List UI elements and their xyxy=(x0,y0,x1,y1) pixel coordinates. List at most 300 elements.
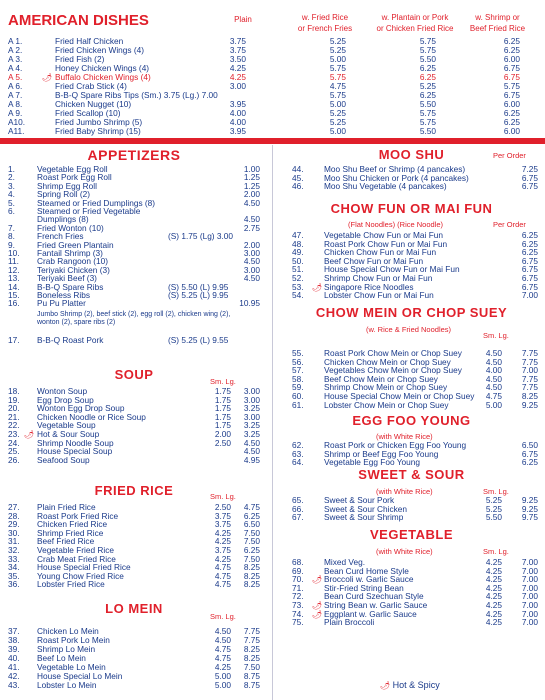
price-large: 2.00 xyxy=(243,239,260,250)
item-price: 3.00 xyxy=(229,81,246,91)
item-price: 6.25 xyxy=(419,63,436,73)
item-number: 42. xyxy=(8,671,20,681)
item-number: 50. xyxy=(292,255,304,266)
price-large: 6.50 xyxy=(521,440,538,450)
item-name: Stir-Fried String Bean xyxy=(324,582,404,593)
item-number: 54. xyxy=(292,290,304,301)
american-dishes-section xyxy=(0,0,545,138)
column-divider xyxy=(272,145,273,700)
item-name: Roast Pork Egg Roll xyxy=(37,172,112,183)
section-subtitle: (w. Rice & Fried Noodles) xyxy=(366,325,452,334)
item-note: (S) 5.50 (L) 9.95 xyxy=(168,281,229,292)
price-large: 7.75 xyxy=(243,635,260,645)
item-code: A 5. xyxy=(8,72,23,82)
item-price: 5.25 xyxy=(419,81,436,91)
price-large: 6.75 xyxy=(521,172,538,183)
price-large: 6.25 xyxy=(521,247,538,258)
item-number: 53. xyxy=(292,281,304,292)
item-number: 69. xyxy=(292,565,304,576)
item-number: 71. xyxy=(292,582,304,593)
item-name: House Special Lo Mein xyxy=(37,671,123,681)
price-small: 5.00 xyxy=(485,399,502,410)
size-header: Sm. Lg. xyxy=(483,487,509,496)
item-number: 10. xyxy=(8,248,20,258)
price-large: 7.00 xyxy=(521,582,538,593)
price-large: 9.25 xyxy=(521,503,538,514)
section-title: FRIED RICE xyxy=(94,483,174,498)
section-title: APPETIZERS xyxy=(87,147,181,163)
item-number: 8. xyxy=(8,231,15,242)
item-name: Lobster Chow Fun or Mai Fun xyxy=(324,290,434,301)
item-price: 5.50 xyxy=(419,54,436,64)
price-large: 6.75 xyxy=(521,181,538,192)
item-name: Broccoli w. Garlic Sauce xyxy=(324,574,414,585)
item-number: 75. xyxy=(292,617,304,628)
item-price: 6.25 xyxy=(503,36,520,46)
item-code: A 8. xyxy=(8,99,23,109)
section-subtitle: (with White Rice) xyxy=(376,547,433,556)
section-title: SWEET & SOUR xyxy=(358,467,465,482)
item-name: Beef Chow Mein or Chop Suey xyxy=(324,373,438,384)
item-number: 20. xyxy=(8,403,20,414)
price-large: 3.25 xyxy=(243,429,260,439)
item-name: Fried Baby Shrimp (15) xyxy=(55,126,141,136)
item-number: 45. xyxy=(292,172,304,183)
price-large: 4.50 xyxy=(243,197,260,208)
pepper-icon: 🌶 xyxy=(42,73,53,82)
price-large: 3.00 xyxy=(243,264,260,275)
item-price: 5.00 xyxy=(329,54,346,64)
pepper-icon: 🌶 xyxy=(24,430,35,439)
price-large: 8.25 xyxy=(243,579,260,590)
price-large: 7.00 xyxy=(521,565,538,576)
item-name: House Special Chow Fun or Mai Fun xyxy=(324,264,460,275)
price-large: 1.25 xyxy=(243,172,260,183)
item-code: A 9. xyxy=(8,108,23,118)
column-header-line: or French Fries xyxy=(297,24,353,33)
price-large: 6.25 xyxy=(243,510,260,521)
item-number: 28. xyxy=(8,510,20,521)
item-price: 3.75 xyxy=(229,36,246,46)
menu-row xyxy=(278,182,545,191)
item-name: Shrimp or Beef Egg Foo Young xyxy=(324,448,439,459)
item-number: 26. xyxy=(8,454,20,465)
item-price: 3.95 xyxy=(229,99,246,109)
item-price: 6.25 xyxy=(503,117,520,127)
column-header-line: Plain xyxy=(234,15,252,24)
item-name: Vegetable Chow Fun or Mai Fun xyxy=(324,230,443,240)
item-price: 6.25 xyxy=(419,90,436,100)
price-large: 2.75 xyxy=(243,222,260,233)
item-name: B-B-Q Spare Ribs xyxy=(37,281,104,292)
price-small: 5.25 xyxy=(485,503,502,514)
item-price: 6.00 xyxy=(503,54,520,64)
item-name: Shrimp Egg Roll xyxy=(37,180,97,191)
item-name: Roast Pork or Chicken Egg Foo Young xyxy=(324,440,467,450)
price-large: 7.00 xyxy=(521,574,538,585)
menu-row xyxy=(0,580,268,589)
section-title: SOUP xyxy=(114,367,154,382)
item-name: Buffalo Chicken Wings (4) xyxy=(55,72,151,82)
price-large: 7.00 xyxy=(521,617,538,628)
price-large: 6.75 xyxy=(521,281,538,292)
price-large: 3.00 xyxy=(243,411,260,422)
item-price: 6.75 xyxy=(503,90,520,100)
item-number: 9. xyxy=(8,239,15,250)
item-price: 5.75 xyxy=(329,72,346,82)
price-large: 4.50 xyxy=(243,446,260,457)
item-number: 43. xyxy=(8,680,20,690)
item-number: 51. xyxy=(292,264,304,275)
price-small: 4.25 xyxy=(485,574,502,585)
column-header-line: or Chicken Fried Rice xyxy=(376,24,454,33)
price-small: 4.00 xyxy=(485,365,502,376)
column-header-line: w. Fried Rice xyxy=(301,13,349,22)
price-small: 4.50 xyxy=(485,382,502,393)
price-small: 5.00 xyxy=(214,680,231,690)
platter-note: wonton (2), spare ribs (2) xyxy=(37,319,116,326)
hot-spicy-label: Hot & Spicy xyxy=(392,680,440,690)
item-number: 60. xyxy=(292,391,304,401)
item-code: A 3. xyxy=(8,54,23,64)
item-name: Teriyaki Beef (3) xyxy=(37,273,97,284)
item-name: French Fries xyxy=(37,231,84,242)
item-number: 6. xyxy=(8,206,15,216)
item-name: Moo Shu Vegetable (4 pancakes) xyxy=(324,181,447,192)
item-price: 3.95 xyxy=(229,126,246,136)
item-name: Shrimp Chow Fun or Mai Fun xyxy=(324,273,433,283)
price-large: 8.25 xyxy=(243,644,260,654)
item-name: House Special Chow Mein or Chop Suey xyxy=(324,391,475,401)
menu-row xyxy=(0,456,268,465)
item-price: 6.25 xyxy=(503,45,520,55)
menu-row xyxy=(278,618,545,627)
item-number: 61. xyxy=(292,399,304,410)
pepper-icon: 🌶 xyxy=(312,282,323,292)
item-number: 27. xyxy=(8,502,20,512)
item-price: 5.00 xyxy=(329,99,346,109)
price-large: 7.00 xyxy=(521,290,538,301)
price-large: 7.00 xyxy=(521,557,538,567)
item-name: Fried Chicken Wings (4) xyxy=(55,45,144,55)
item-number: 24. xyxy=(8,437,20,448)
item-name: Boneless Ribs xyxy=(37,290,91,300)
price-small: 1.75 xyxy=(214,420,231,431)
per-order-header: Per Order xyxy=(493,220,526,229)
item-name: Teriyaki Chicken (3) xyxy=(37,264,110,275)
price-large: 3.25 xyxy=(243,420,260,431)
item-name: Lobster Chow Mein or Chop Suey xyxy=(324,399,449,410)
price-large: 7.50 xyxy=(243,662,260,672)
price-small: 1.75 xyxy=(214,394,231,405)
item-name: String Bean w. Garlic Sauce xyxy=(324,600,428,610)
item-number: 44. xyxy=(292,164,304,174)
item-number: 33. xyxy=(8,553,20,564)
price-large: 8.25 xyxy=(521,391,538,401)
price-large: 3.00 xyxy=(243,394,260,405)
price-large: 9.75 xyxy=(521,512,538,523)
price-small: 4.25 xyxy=(214,536,231,547)
item-name: B-B-Q Spare Ribs Tips (Sm.) 3.75 (Lg.) 7.00 xyxy=(55,90,218,100)
price-large: 7.50 xyxy=(243,536,260,547)
price-large: 7.75 xyxy=(521,348,538,358)
per-order-header: Per Order xyxy=(493,151,526,160)
item-name: Shrimp Lo Mein xyxy=(37,644,96,654)
item-price: 4.75 xyxy=(329,81,346,91)
price-large: 8.25 xyxy=(243,653,260,663)
item-price: 3.50 xyxy=(229,54,246,64)
item-number: 36. xyxy=(8,579,20,590)
item-price: 5.50 xyxy=(419,99,436,109)
menu-row xyxy=(278,458,545,467)
section-title: MOO SHU xyxy=(378,147,445,162)
price-large: 6.75 xyxy=(521,264,538,275)
item-price: 5.25 xyxy=(329,36,346,46)
item-name: Vegetables Chow Mein or Chop Suey xyxy=(324,365,462,376)
item-number: 5. xyxy=(8,197,15,208)
item-price: 6.75 xyxy=(503,72,520,82)
item-name: Wonton Soup xyxy=(37,386,88,396)
item-code: A 4. xyxy=(8,63,23,73)
item-name: Fried Half Chicken xyxy=(55,36,124,46)
price-large: 7.00 xyxy=(521,608,538,619)
price-small: 4.75 xyxy=(214,570,231,581)
item-price: 6.00 xyxy=(503,99,520,109)
item-name: Moo Shu Chicken or Pork (4 pancakes) xyxy=(324,172,469,183)
price-small: 5.25 xyxy=(485,495,502,505)
item-number: 13. xyxy=(8,273,20,284)
price-large: 7.75 xyxy=(521,356,538,367)
item-name: Vegetable Soup xyxy=(37,420,96,431)
price-large: 6.25 xyxy=(521,238,538,249)
item-price: 5.75 xyxy=(329,63,346,73)
item-name: Shrimp Chow Mein or Chop Suey xyxy=(324,382,448,393)
item-number: 35. xyxy=(8,570,20,581)
price-small: 4.75 xyxy=(485,391,502,401)
item-number: 49. xyxy=(292,247,304,258)
item-number: 66. xyxy=(292,503,304,514)
section-subtitle: (Flat Noodles) (Rice Noodle) xyxy=(348,220,444,229)
item-name: Steamed or Fried Dumplings (8) xyxy=(37,197,156,208)
section-title: VEGETABLE xyxy=(370,527,453,542)
item-name: House Special Soup xyxy=(37,446,113,457)
col-shrimp xyxy=(465,12,530,34)
price-large: 7.75 xyxy=(521,382,538,393)
item-number: 46. xyxy=(292,181,304,192)
item-name: Fried Jumbo Shrimp (5) xyxy=(55,117,143,127)
price-small: 3.75 xyxy=(214,510,231,521)
item-name: Chicken Nugget (10) xyxy=(55,99,132,109)
price-small: 4.75 xyxy=(214,644,231,654)
item-name: Beef Lo Mein xyxy=(37,653,86,663)
item-name: Dumplings (8) xyxy=(37,214,89,225)
menu-row xyxy=(0,336,268,345)
item-price: 6.00 xyxy=(503,126,520,136)
price-large: 8.75 xyxy=(243,680,260,690)
price-small: 3.75 xyxy=(214,519,231,530)
price-large: 4.50 xyxy=(243,273,260,284)
menu-row xyxy=(0,299,268,308)
item-price: 6.25 xyxy=(503,108,520,118)
size-header: Sm. Lg. xyxy=(483,547,509,556)
pepper-icon: 🌶 xyxy=(312,575,323,585)
item-number: 56. xyxy=(292,356,304,367)
item-number: 14. xyxy=(8,281,20,292)
section-title: CHOW FUN OR MAI FUN xyxy=(330,201,493,216)
price-small: 4.50 xyxy=(485,356,502,367)
item-code: A10. xyxy=(8,117,26,127)
column-header-line: w. Shrimp or xyxy=(475,13,520,22)
item-name: Young Chow Fried Rice xyxy=(37,570,124,581)
item-name: Shrimp Fried Rice xyxy=(37,527,104,538)
item-name: Vegetable Egg Roll xyxy=(37,164,108,174)
pepper-icon: 🌶 xyxy=(312,609,323,619)
column-header-line: w. Plantain or Pork xyxy=(381,13,449,22)
item-number: 70. xyxy=(292,574,304,585)
price-large: 7.25 xyxy=(521,164,538,174)
price-large: 4.50 xyxy=(243,256,260,267)
price-large: 9.25 xyxy=(521,495,538,505)
price-small: 4.25 xyxy=(214,553,231,564)
item-name: Bean Curd Szechuan Style xyxy=(324,591,424,602)
item-price: 5.75 xyxy=(419,36,436,46)
item-price: 3.75 xyxy=(229,45,246,55)
column-header-line: Beef Fried Rice xyxy=(469,24,526,33)
price-large: 7.00 xyxy=(521,591,538,602)
left-column xyxy=(0,145,268,700)
price-large: 6.50 xyxy=(243,519,260,530)
price-small: 4.25 xyxy=(214,527,231,538)
price-large: 7.00 xyxy=(521,365,538,376)
item-number: 15. xyxy=(8,290,20,300)
item-price: 4.25 xyxy=(229,72,246,82)
item-number: 47. xyxy=(292,230,304,240)
price-small: 5.50 xyxy=(485,512,502,523)
item-code: A 2. xyxy=(8,45,23,55)
item-number: 18. xyxy=(8,386,20,396)
item-number: 72. xyxy=(292,591,304,602)
item-name: House Special Fried Rice xyxy=(37,562,131,573)
item-name: Wonton Egg Drop Soup xyxy=(37,403,125,414)
item-number: 16. xyxy=(8,298,20,309)
item-price: 4.25 xyxy=(229,63,246,73)
price-large: 7.50 xyxy=(243,527,260,538)
american-dishes-title: AMERICAN DISHES xyxy=(8,12,149,29)
item-number: 23. xyxy=(8,429,20,439)
item-name: Seafood Soup xyxy=(37,454,90,465)
item-name: Mixed Veg. xyxy=(324,557,366,567)
price-large: 7.75 xyxy=(243,626,260,636)
price-large: 6.25 xyxy=(521,457,538,468)
item-name: Steamed or Fried Vegetable xyxy=(37,206,141,216)
price-small: 4.50 xyxy=(485,348,502,358)
item-price: 5.50 xyxy=(419,126,436,136)
price-small: 1.75 xyxy=(214,386,231,396)
item-price: 5.75 xyxy=(419,117,436,127)
item-note: (S) 5.25 (L) 9.95 xyxy=(168,290,229,300)
item-name: Crab Meat Fried Rice xyxy=(37,553,116,564)
price-small: 4.25 xyxy=(485,557,502,567)
item-number: 25. xyxy=(8,446,20,457)
section-title: CHOW MEIN OR CHOP SUEY xyxy=(315,305,508,320)
item-name: Beef Fried Rice xyxy=(37,536,95,547)
price-small: 4.50 xyxy=(214,635,231,645)
item-number: 22. xyxy=(8,420,20,431)
price-large: 6.25 xyxy=(521,230,538,240)
item-price: 4.00 xyxy=(229,117,246,127)
item-number: 19. xyxy=(8,394,20,405)
item-name: Crab Rangoon (10) xyxy=(37,256,109,267)
item-number: 34. xyxy=(8,562,20,573)
hot-spicy-legend xyxy=(380,680,440,690)
col-plantain xyxy=(370,12,460,34)
price-large: 3.00 xyxy=(243,386,260,396)
item-number: 68. xyxy=(292,557,304,567)
item-number: 11. xyxy=(8,256,19,267)
price-small: 1.75 xyxy=(214,411,231,422)
item-price: 5.75 xyxy=(419,108,436,118)
item-name: Chicken Noodle or Rice Soup xyxy=(37,411,146,422)
size-header: Sm. Lg. xyxy=(210,492,236,501)
item-price: 5.25 xyxy=(329,108,346,118)
price-small: 4.25 xyxy=(485,617,502,628)
item-name: Chicken Fried Rice xyxy=(37,519,108,530)
price-large: 8.75 xyxy=(243,671,260,681)
item-code: A 1. xyxy=(8,36,23,46)
price-small: 3.75 xyxy=(214,545,231,555)
price-large: 6.75 xyxy=(521,448,538,459)
item-number: 32. xyxy=(8,545,20,555)
item-code: A11. xyxy=(8,126,25,136)
col-plain xyxy=(228,14,258,25)
section-divider xyxy=(0,138,545,144)
price-large: 4.95 xyxy=(243,454,260,465)
price-small: 4.25 xyxy=(485,565,502,576)
price-small: 4.75 xyxy=(214,562,231,573)
price-small: 4.25 xyxy=(485,582,502,593)
item-number: 65. xyxy=(292,495,304,505)
item-name: Shrimp Noodle Soup xyxy=(37,437,114,448)
item-name: Roast Pork Chow Mein or Chop Suey xyxy=(324,348,462,358)
price-large: 1.25 xyxy=(243,180,260,191)
item-name: Roast Pork Fried Rice xyxy=(37,510,119,521)
menu-row xyxy=(278,291,545,300)
item-number: 63. xyxy=(292,448,304,459)
price-small: 4.25 xyxy=(485,608,502,619)
price-large: 9.25 xyxy=(521,399,538,410)
item-number: 1. xyxy=(8,164,15,174)
item-name: Honey Chicken Wings (4) xyxy=(55,63,150,73)
item-name: Eggplant w. Garlic Sauce xyxy=(324,608,417,619)
price-large: 6.25 xyxy=(243,545,260,555)
item-number: 39. xyxy=(8,644,20,654)
item-number: 29. xyxy=(8,519,20,530)
item-price: 4.00 xyxy=(229,108,246,118)
section-title: LO MEIN xyxy=(105,601,163,616)
item-name: Beef Chow Fun or Mai Fun xyxy=(324,255,424,266)
section-subtitle: (with White Rice) xyxy=(376,432,433,441)
price-large: 2.00 xyxy=(243,189,260,200)
item-number: 30. xyxy=(8,527,20,538)
price-large: 3.00 xyxy=(243,248,260,258)
price-large: 1.00 xyxy=(243,164,260,174)
item-name: Roast Pork Chow Fun or Mai Fun xyxy=(324,238,448,249)
price-small: 4.75 xyxy=(214,653,231,663)
item-name: Fried Scallop (10) xyxy=(55,108,121,118)
item-number: 7. xyxy=(8,222,15,233)
item-number: 48. xyxy=(292,238,304,249)
item-number: 40. xyxy=(8,653,20,663)
